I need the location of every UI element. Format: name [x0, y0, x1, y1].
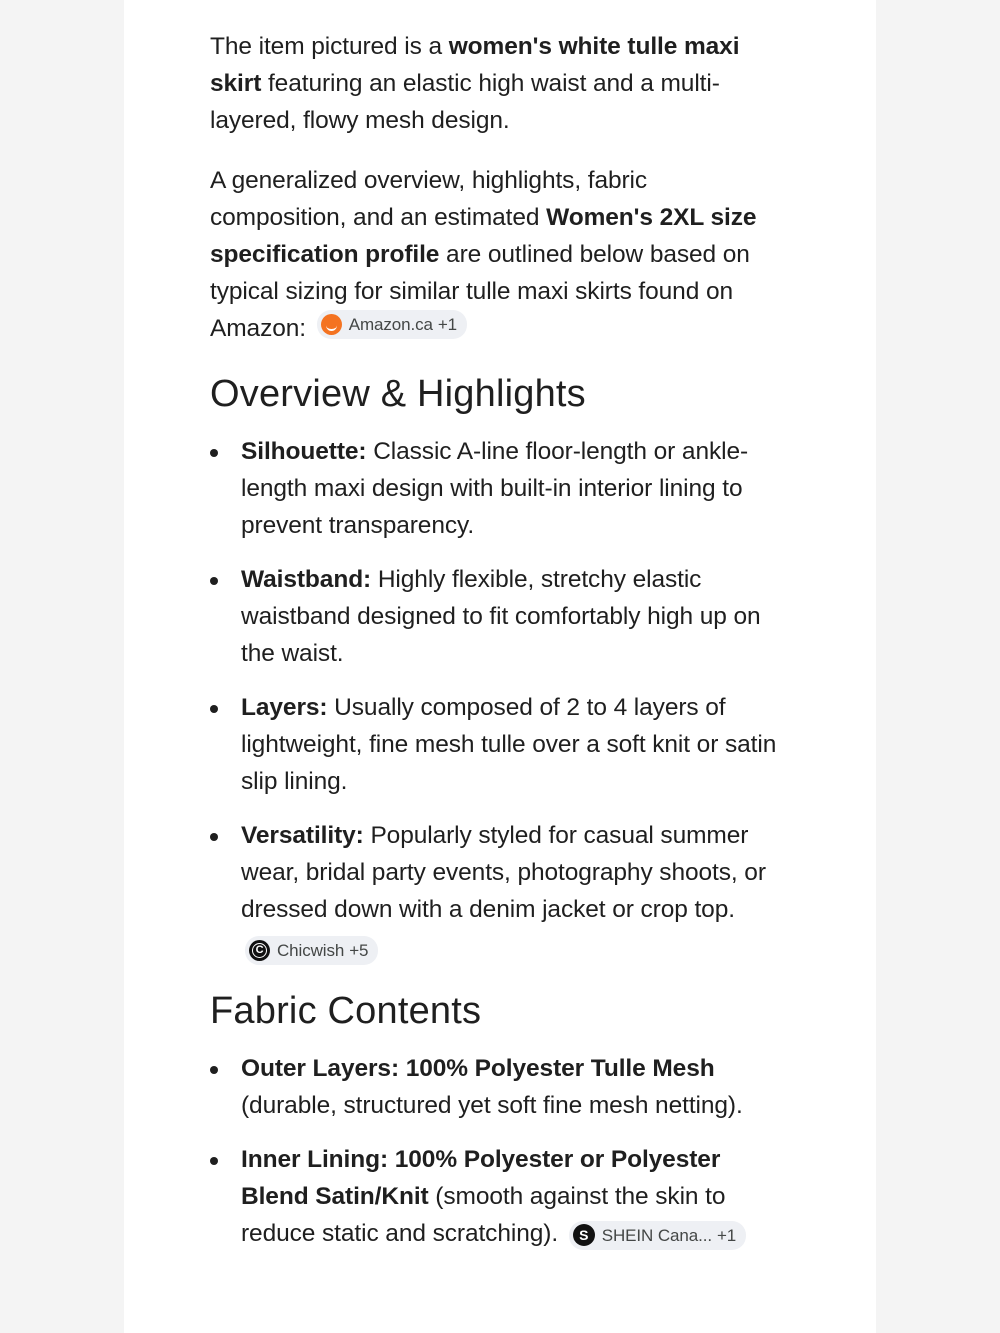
intro-text: The item pictured is a — [210, 33, 449, 60]
list-item-text: Usually composed of 2 to 4 layers of lightweight, fine mesh tulle over a soft knit or satin slip lining. — [241, 694, 777, 795]
section-heading-fabric: Fabric Contents — [210, 990, 482, 1032]
intro-bold-text: Women's 2XL size specification profile — [210, 204, 757, 268]
list-item — [210, 561, 790, 672]
intro-paragraph-1 — [210, 28, 790, 139]
intro-paragraph-2 — [210, 162, 790, 347]
chicwish-icon — [249, 940, 270, 961]
chicwish-icon-letter: C — [252, 943, 267, 958]
intro-text: are outlined below based on typical sizing for similar tulle maxi skirts found on Amazon: — [210, 241, 750, 342]
list-item-text: Popularly styled for casual summer wear, bridal party events, photography shoots, or dressed down with a denim jacket or crop top. — [241, 822, 766, 923]
intro-text: A generalized overview, highlights, fabric composition, and an estimated — [210, 167, 648, 231]
section-heading-overview: Overview & Highlights — [210, 373, 586, 415]
list-item-label: Outer Layers: 100% Polyester Tulle Mesh — [241, 1055, 715, 1082]
list-item-label: Versatility: — [241, 822, 364, 849]
source-chip-amazon[interactable] — [317, 310, 467, 339]
list-item — [210, 689, 790, 800]
source-chip-label: Amazon.ca — [348, 315, 433, 334]
source-chip-label: SHEIN Cana... — [601, 1225, 712, 1245]
response-panel — [124, 0, 876, 1333]
list-item-label: Waistband: — [241, 566, 372, 593]
source-chip-label: Chicwish — [277, 941, 345, 960]
list-item-text: Highly flexible, stretchy elastic waistband designed to fit comfortably high up on the waist. — [241, 566, 761, 667]
list-item-label: Inner Lining: 100% Polyester or Polyester Blend Satin/Knit — [241, 1146, 721, 1210]
shein-icon — [573, 1224, 595, 1246]
list-item-label: Layers: — [241, 694, 328, 721]
amazon-icon — [321, 314, 342, 335]
intro-bold-text: women's white tulle maxi skirt — [210, 33, 740, 97]
list-item-text: (smooth against the skin to reduce static and scratching). — [241, 1183, 726, 1247]
list-item — [210, 433, 790, 544]
list-item — [210, 817, 790, 965]
source-chip-count: +5 — [349, 941, 369, 960]
list-item — [210, 1050, 790, 1124]
source-chip-chicwish[interactable] — [245, 936, 378, 965]
list-item-text: Classic A-line floor-length or ankle-length maxi design with built-in interior lining to prevent transparency. — [241, 438, 749, 539]
intro-text: featuring an elastic high waist and a multi-layered, flowy mesh design. — [210, 70, 720, 134]
shein-icon-letter: S — [579, 1227, 589, 1243]
source-chip-count: +1 — [437, 315, 458, 334]
fabric-list — [210, 1050, 790, 1252]
list-item-label: Silhouette: — [241, 438, 367, 465]
source-chip-shein[interactable] — [569, 1221, 746, 1250]
list-item — [210, 1141, 790, 1252]
list-item-text: (durable, structured yet soft fine mesh netting). — [241, 1092, 743, 1119]
overview-list — [210, 433, 790, 965]
response-content — [210, 28, 790, 1269]
source-chip-count: +1 — [716, 1225, 737, 1245]
